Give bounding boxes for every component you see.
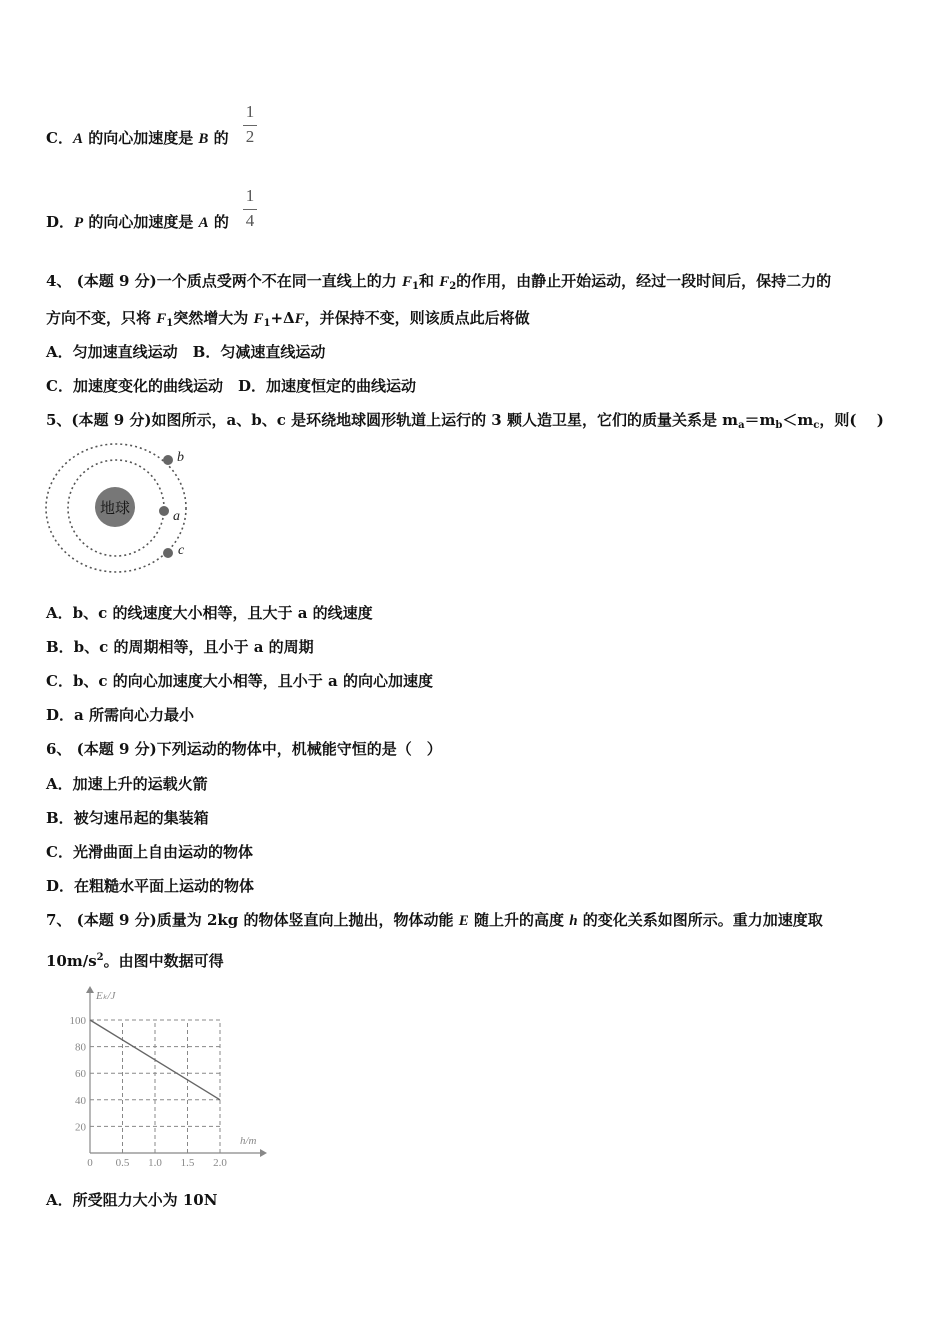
q6-option-b: B．被匀速吊起的集装箱 (46, 809, 209, 827)
chart-ticks (70, 1015, 228, 1169)
q4-stem-line2: 方向不变，只将 $F_1$突然增大为 $F_1+\Delta F$，并保持不变，则该质点此后将做 (46, 309, 530, 329)
satellite-a (159, 506, 169, 516)
q7-option-a: A．所受阻力大小为 10N (46, 1191, 218, 1209)
x-tick-label: 1.5 (180, 1157, 195, 1169)
earth-label: 地球 (99, 499, 131, 517)
satellite-c-label: c (178, 543, 185, 558)
ek-h-chart (60, 985, 270, 1170)
x-tick-label: 1.0 (148, 1157, 162, 1169)
y-tick-label: 60 (75, 1068, 86, 1081)
q6-stem: 6、 (本题 9 分)下列运动的物体中，机械能守恒的是（ ） (46, 740, 442, 758)
q5-stem: 5、(本题 9 分)如图所示，a、b、c 是环绕地球圆形轨道上运行的 3 颗人造卫星，它们的质量关系是 $m_a=m_b<m_c$，则( ) (46, 411, 884, 431)
x-tick-label: 0 (87, 1157, 93, 1169)
y-axis-label: Eₖ/J (96, 990, 116, 1002)
q4-options-ab: A．匀加速直线运动 B．匀减速直线运动 (46, 343, 326, 361)
q3-option-d: D．P 的向心加速度是 A 的 (46, 213, 229, 231)
q5-option-a: A．b、c 的线速度大小相等，且大于 a 的线速度 (46, 604, 373, 622)
q6-option-a: A．加速上升的运载火箭 (46, 775, 208, 793)
y-tick-label: 20 (75, 1121, 86, 1134)
satellite-orbit-figure (44, 440, 194, 575)
q6-option-d: D．在粗糙水平面上运动的物体 (46, 877, 255, 895)
q6-option-c: C．光滑曲面上自由运动的物体 (46, 843, 253, 861)
satellite-a-label: a (173, 509, 180, 524)
y-tick-label: 100 (69, 1015, 86, 1027)
x-axis-arrow (260, 1149, 267, 1157)
q5-option-b: B．b、c 的周期相等，且小于 a 的周期 (46, 638, 314, 656)
x-tick-label: 2.0 (213, 1157, 227, 1169)
q7-stem-line1: 7、 (本题 9 分)质量为 2kg 的物体竖直向上抛出，物体动能 E 随上升的高度 h 的变化关系如图所示。重力加速度取 (46, 911, 823, 929)
q5-option-d: D．a 所需向心力最小 (46, 706, 194, 724)
y-tick-label: 40 (75, 1094, 86, 1107)
q7-stem-line2: $10m/s^2$。由图中数据可得 (46, 952, 224, 970)
y-tick-label: 80 (75, 1041, 86, 1054)
satellite-c (163, 548, 173, 558)
satellite-b (163, 455, 173, 465)
q5-option-c: C．b、c 的向心加速度大小相等，且小于 a 的向心加速度 (46, 672, 433, 690)
q4-options-cd: C．加速度变化的曲线运动 D．加速度恒定的曲线运动 (46, 377, 416, 395)
y-axis-arrow (86, 986, 94, 993)
satellite-b-label: b (177, 450, 184, 465)
chart-grid (90, 1020, 220, 1153)
x-axis-label: h/m (240, 1135, 257, 1147)
x-tick-label: 0.5 (115, 1157, 130, 1169)
q4-stem-line1: 4、 (本题 9 分)一个质点受两个不在同一直线上的力 $F_1$和 $F_2$的作用，由静止开始运动，经过一段时间后，保持二力的 (46, 272, 832, 292)
q3-option-c: C．A 的向心加速度是 B 的 (46, 129, 229, 147)
